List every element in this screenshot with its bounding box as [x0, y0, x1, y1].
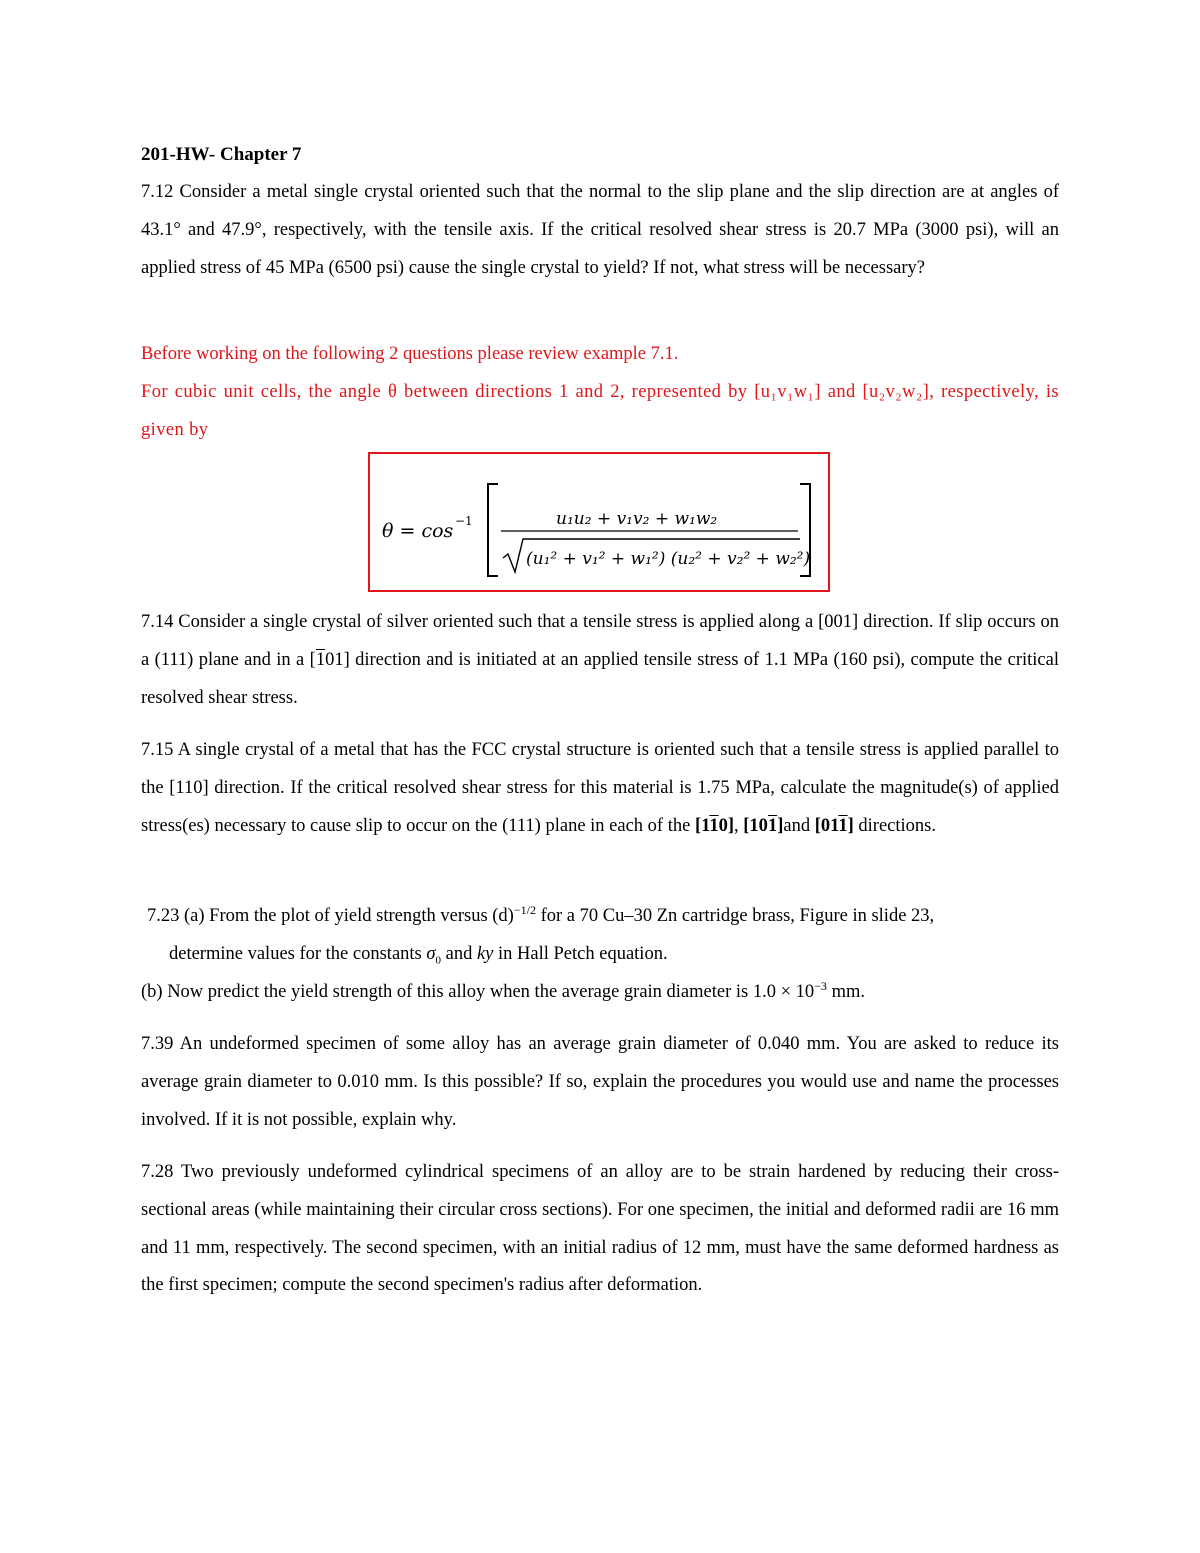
- review-note: Before working on the following 2 questions please review example 7.1.: [141, 344, 679, 364]
- page-title: 201-HW- Chapter 7: [141, 144, 302, 165]
- direction-2: [101]: [743, 815, 784, 836]
- formula-lhs: θ = cos: [382, 520, 454, 542]
- problem-7-12: 7.12 Consider a metal single crystal oriented such that the normal to the slip plane and the slip direction are at angles of 43.1° and 47.9°, respectively, with the tensile axis. If the critical resolved shear stress is 20.7 MPa (3000 psi), will an applied stress of 45 MPa (6500 psi) cause the single crystal to yield? If not, what stress will be necessary?: [141, 182, 1059, 278]
- problem-7-15-text: 7.15 A single crystal of a metal that has the FCC crystal structure is oriented such that a tensile stress is applied parallel to the [110] direction. If the critical resolved shear stress for this material is 1.75 MPa, calculate the magnitude(s) of applied stress(es) necessary to cause slip to occur on the (111) plane in each of the: [141, 740, 1059, 836]
- formula-numerator: u₁u₂ + v₁v₂ + w₁w₂: [556, 509, 718, 529]
- formula-intro: For cubic unit cells, the angle θ between directions 1 and 2, represented by [u₁v₁w₁] and [u₂v₂w₂], respectively, is given by: [141, 382, 1059, 440]
- angle-formula: [370, 454, 832, 594]
- direction-3: [011]: [814, 815, 854, 836]
- problem-7-15: 7.15 A single crystal of a metal that has the FCC crystal structure is oriented such that a tensile stress is applied parallel to the [110] direction. If the critical resolved shear stress for this material is 1.75 MPa, calculate the magnitude(s) of applied stress(es) necessary to cause slip to occur on the (111) plane in each of the [110], [101]and [011] directions.: [141, 740, 1059, 836]
- overbar-digit: 1: [315, 649, 326, 670]
- problem-7-23: [141, 898, 1059, 1011]
- problem-7-23-part-a: 7.23 (a) From the plot of yield strength versus $(d)^{-1/2}$ for a 70 Cu–30 Zn cartridge brass, Figure in slide 23,: [147, 903, 935, 926]
- problem-7-28: 7.28 Two previously undeformed cylindrical specimens of an alloy are to be strain hardened by reducing their cross-sectional areas (while maintaining their circular cross sections). For one specimen, the initial and deformed radii are 16 mm and 11 mm, respectively. The second specimen, with an initial radius of 12 mm, must have the same deformed hardness as the first specimen; compute the second specimen's radius after deformation.: [141, 1162, 1059, 1296]
- problem-7-14-text-b: 01] direction and is initiated at an applied tensile stress of 1.1 MPa (160 psi), compute the critical resolved shear stress.: [141, 649, 1059, 708]
- problem-7-23-part-a-cont: determine values for the constants $\sigma_0$ and ky in Hall Petch equation.: [169, 943, 668, 967]
- problem-7-14: [141, 604, 1059, 717]
- formula-denominator: (u₁² + v₁² + w₁²) (u₂² + v₂² + w₂²): [526, 549, 811, 569]
- problem-7-14-text-a: 7.14 Consider a single crystal of silver oriented such that a tensile stress is applied along a [001] direction. If slip occurs on a (111) plane and in a [: [141, 612, 1059, 670]
- direction-1: [110]: [694, 815, 735, 836]
- problem-7-39: 7.39 An undeformed specimen of some alloy has an average grain diameter of 0.040 mm. You are asked to reduce its average grain diameter to 0.010 mm. Is this possible? If so, explain the procedures you would use and name the processes involved. If it is not possible, explain why.: [141, 1034, 1059, 1130]
- formula-exponent: −1: [455, 514, 473, 528]
- problem-7-23-part-b: (b) Now predict the yield strength of this alloy when the average grain diameter is $1.0 \times 10^{-3}$ mm.: [141, 978, 865, 1002]
- angle-formula-box: [368, 452, 830, 592]
